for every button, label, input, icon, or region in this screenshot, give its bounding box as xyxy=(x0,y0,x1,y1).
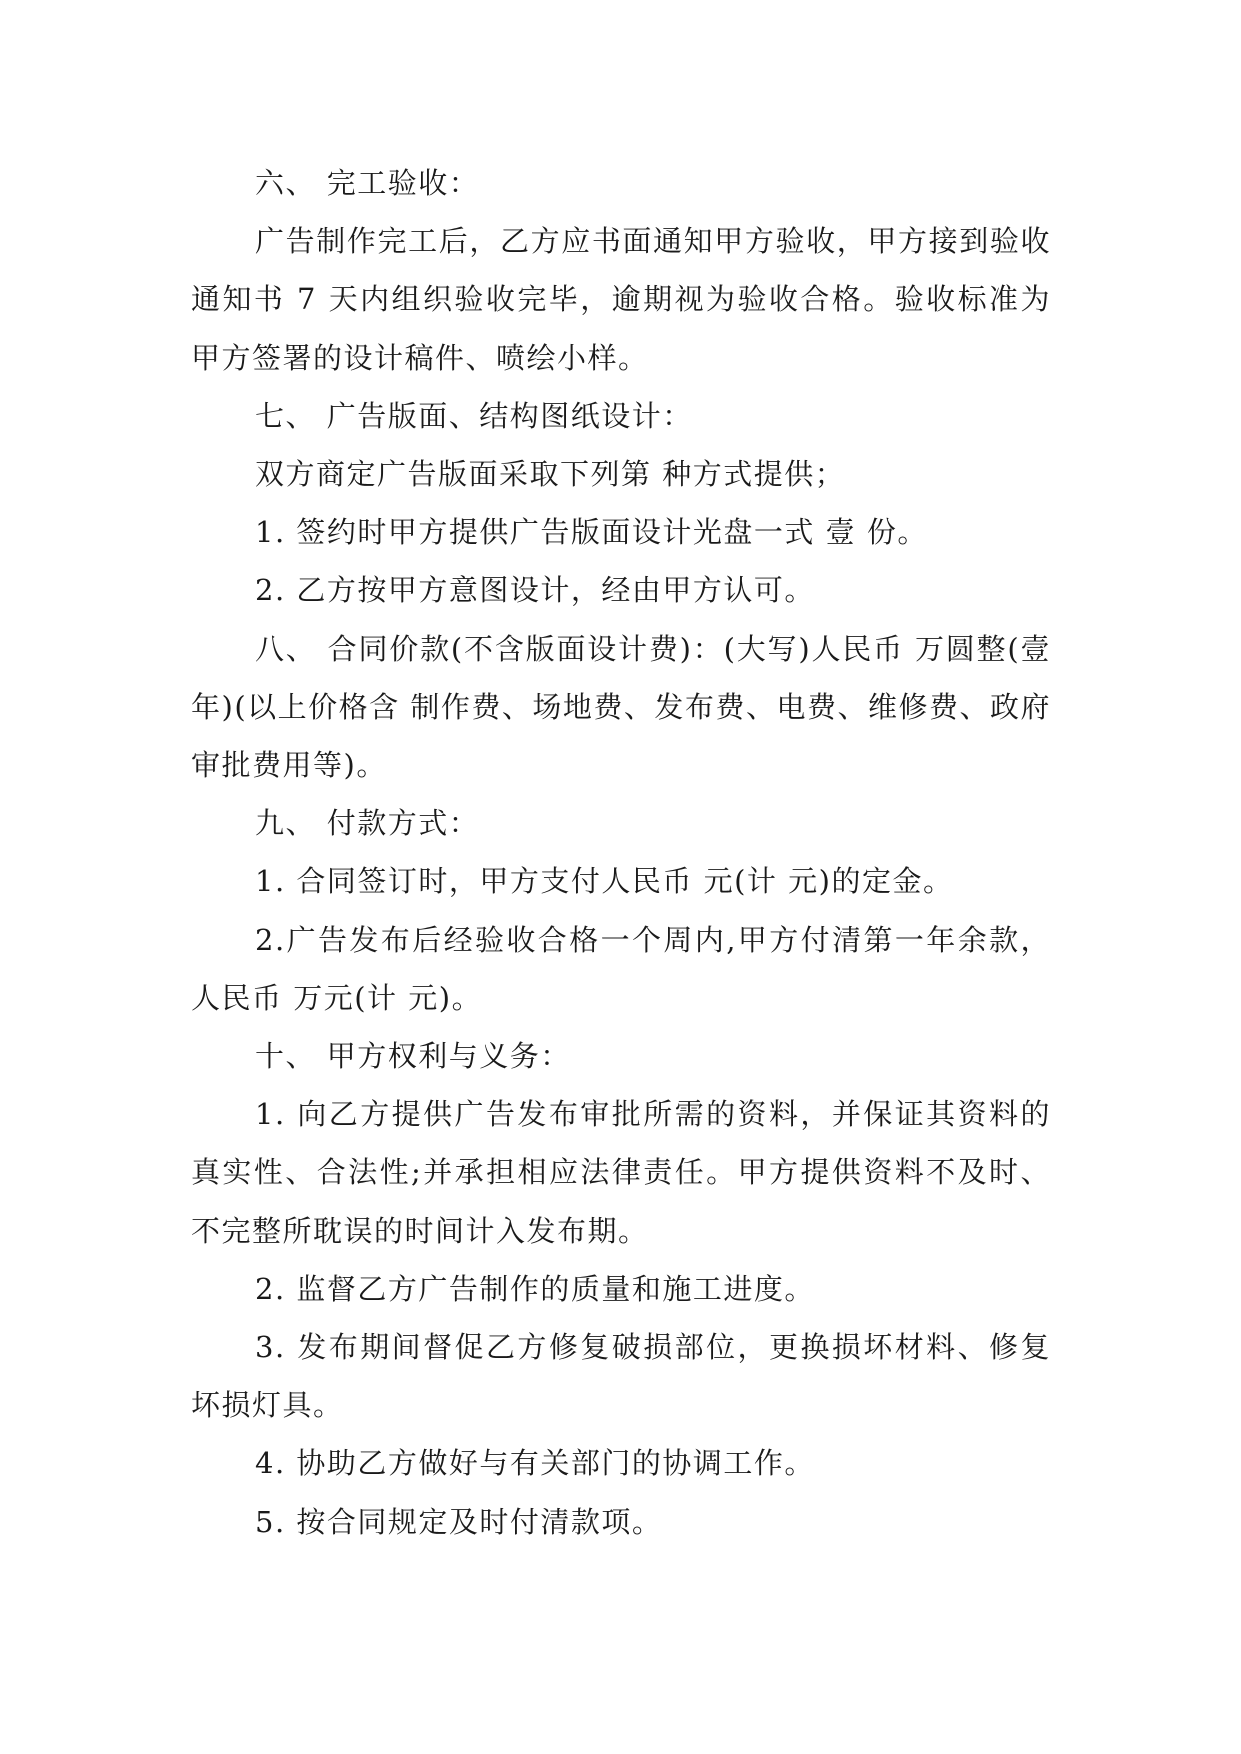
paragraph-layout-method: 双方商定广告版面采取下列第 种方式提供； xyxy=(255,457,846,492)
section-heading-8: 八、 合同价款(不含版面设计费)：(大写)人民币 万圆整(壹年)(以上价格含 制作费、场地费、发布费、电费、维修费、政府审批费用等)。 xyxy=(191,631,1051,783)
list-item-9-2: 2.广告发布后经验收合格一个周内,甲方付清第一年余款，人民币 万元(计 元)。 xyxy=(191,922,1051,1015)
document-body xyxy=(191,154,1051,1551)
list-item-7-2: 2. 乙方按甲方意图设计，经由甲方认可。 xyxy=(255,573,815,608)
list-item-10-4: 4. 协助乙方做好与有关部门的协调工作。 xyxy=(255,1446,815,1481)
list-item-10-2: 2. 监督乙方广告制作的质量和施工进度。 xyxy=(255,1271,815,1306)
list-item-10-1: 1. 向乙方提供广告发布审批所需的资料，并保证其资料的真实性、合法性;并承担相应法律责任。甲方提供资料不及时、不完整所耽误的时间计入发布期。 xyxy=(191,1097,1051,1248)
list-item-10-3: 3. 发布期间督促乙方修复破损部位，更换损坏材料、修复坏损灯具。 xyxy=(191,1330,1051,1423)
list-item-9-1: 1. 合同签订时，甲方支付人民币 元(计 元)的定金。 xyxy=(255,864,954,899)
section-heading-7: 七、 广告版面、结构图纸设计： xyxy=(255,398,693,433)
paragraph-acceptance: 广告制作完工后，乙方应书面通知甲方验收，甲方接到验收通知书 7 天内组织验收完毕，逾期视为验收合格。验收标准为甲方签署的设计稿件、喷绘小样。 xyxy=(191,224,1051,375)
list-item-10-5: 5. 按合同规定及时付清款项。 xyxy=(255,1504,663,1539)
section-heading-6: 六、 完工验收： xyxy=(255,166,480,200)
section-heading-9: 九、 付款方式： xyxy=(255,806,480,841)
section-heading-10: 十、 甲方权利与义务： xyxy=(255,1039,571,1074)
list-item-7-1: 1. 签约时甲方提供广告版面设计光盘一式 壹 份。 xyxy=(255,515,928,550)
